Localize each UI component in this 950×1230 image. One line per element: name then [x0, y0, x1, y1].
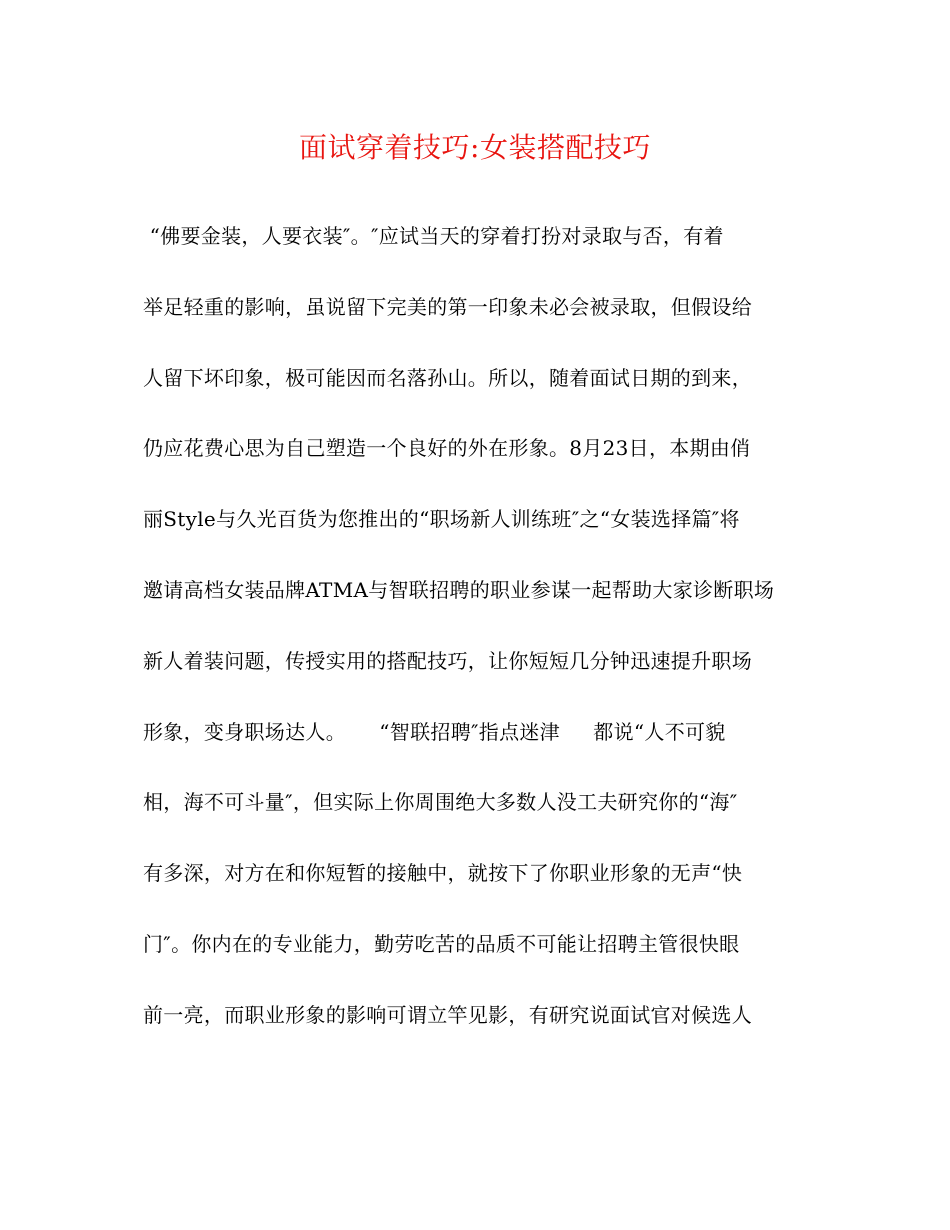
body-line: “佛要金装，人要衣装″。″应试当天的穿着打扮对录取与否，有着	[143, 224, 724, 248]
body-line: 人留下坏印象，极可能因而名落孙山。所以，随着面试日期的到来，	[143, 365, 752, 390]
document-title: 面试穿着技巧:女装搭配技巧	[299, 131, 651, 164]
body-line: 前一亮，而职业形象的影响可谓立竿见影，有研究说面试官对候选人	[143, 1002, 752, 1027]
body-line: 邀请高档女装品牌ATMA与智联招聘的职业参谋一起帮助大家诊断职场	[143, 578, 775, 602]
body-line: 仍应花费心思为自己塑造一个良好的外在形象。8月23日，本期由俏	[143, 436, 751, 461]
body-line: 形象，变身职场达人。 “智联招聘″指点迷津 都说“人不可貌	[143, 719, 726, 744]
body-line: 相，海不可斗量″，但实际上你周围绝大多数人没工夫研究你的“海″	[143, 790, 738, 815]
body-line: 门″。你内在的专业能力，勤劳吃苦的品质不可能让招聘主管很快眼	[143, 932, 740, 956]
body-line: 有多深，对方在和你短暂的接触中，就按下了你职业形象的无声“快	[143, 861, 743, 886]
body-line: 丽Style与久光百货为您推出的“职场新人训练班″之“女装选择篇″将	[143, 507, 740, 532]
body-line: 新人着装问题，传授实用的搭配技巧，让你短短几分钟迅速提升职场	[143, 648, 752, 673]
body-line: 举足轻重的影响，虽说留下完美的第一印象未必会被录取，但假设给	[143, 294, 752, 319]
